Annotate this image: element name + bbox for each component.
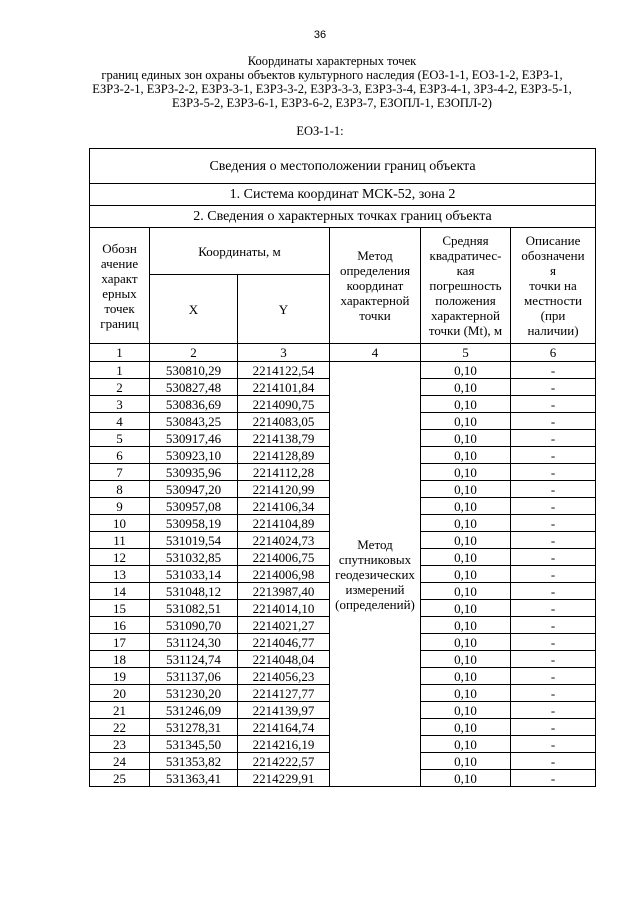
header-method: Метод определения координат характерной точки — [330, 228, 421, 344]
coordinate-x: 530843,25 — [150, 413, 238, 430]
coordinate-y: 2214046,77 — [238, 634, 330, 651]
coordinate-y: 2214138,79 — [238, 430, 330, 447]
mean-square-error: 0,10 — [421, 753, 511, 770]
coordinate-y: 2214104,89 — [238, 515, 330, 532]
mean-square-error: 0,10 — [421, 447, 511, 464]
point-number: 3 — [90, 396, 150, 413]
point-description: - — [511, 430, 596, 447]
coordinate-x: 530836,69 — [150, 396, 238, 413]
point-description: - — [511, 634, 596, 651]
point-number: 2 — [90, 379, 150, 396]
coordinate-x: 531363,41 — [150, 770, 238, 787]
header-description: Описание обозначени я точки на местности (при наличии) — [511, 228, 596, 344]
coordinate-x: 531124,74 — [150, 651, 238, 668]
column-number-2: 2 — [150, 344, 238, 362]
coordinate-y: 2214122,54 — [238, 362, 330, 379]
coordinate-x: 531082,51 — [150, 600, 238, 617]
coordinate-y: 2214139,97 — [238, 702, 330, 719]
mean-square-error: 0,10 — [421, 685, 511, 702]
point-number: 20 — [90, 685, 150, 702]
point-description: - — [511, 702, 596, 719]
coordinate-y: 2214112,28 — [238, 464, 330, 481]
mean-square-error: 0,10 — [421, 600, 511, 617]
point-number: 14 — [90, 583, 150, 600]
coordinate-x: 531032,85 — [150, 549, 238, 566]
coordinate-y: 2214083,05 — [238, 413, 330, 430]
point-description: - — [511, 685, 596, 702]
point-description: - — [511, 396, 596, 413]
coordinate-y: 2214024,73 — [238, 532, 330, 549]
mean-square-error: 0,10 — [421, 702, 511, 719]
coordinate-x: 530958,19 — [150, 515, 238, 532]
document-heading — [92, 54, 572, 110]
point-number: 12 — [90, 549, 150, 566]
column-number-4: 4 — [330, 344, 421, 362]
method-cell: Метод спутниковых геодезических измерений (определений) — [330, 362, 421, 787]
point-number: 1 — [90, 362, 150, 379]
coordinate-y: 2214222,57 — [238, 753, 330, 770]
point-description: - — [511, 719, 596, 736]
coordinate-x: 531033,14 — [150, 566, 238, 583]
coordinate-y: 2214021,27 — [238, 617, 330, 634]
heading-line-1: Координаты характерных точек — [247, 54, 417, 68]
header-y: Y — [238, 275, 330, 344]
mean-square-error: 0,10 — [421, 362, 511, 379]
point-number: 16 — [90, 617, 150, 634]
mean-square-error: 0,10 — [421, 770, 511, 787]
mean-square-error: 0,10 — [421, 498, 511, 515]
mean-square-error: 0,10 — [421, 464, 511, 481]
point-description: - — [511, 481, 596, 498]
point-description: - — [511, 549, 596, 566]
mean-square-error: 0,10 — [421, 634, 511, 651]
column-number-3: 3 — [238, 344, 330, 362]
point-number: 7 — [90, 464, 150, 481]
point-number: 22 — [90, 719, 150, 736]
points-info: 2. Сведения о характерных точках границ объекта — [90, 206, 596, 228]
point-description: - — [511, 566, 596, 583]
coordinate-x: 530917,46 — [150, 430, 238, 447]
mean-square-error: 0,10 — [421, 668, 511, 685]
mean-square-error: 0,10 — [421, 481, 511, 498]
mean-square-error: 0,10 — [421, 515, 511, 532]
header-coordinates: Координаты, м — [150, 228, 330, 275]
coordinate-y: 2214229,91 — [238, 770, 330, 787]
coordinate-y: 2214127,77 — [238, 685, 330, 702]
mean-square-error: 0,10 — [421, 617, 511, 634]
mean-square-error: 0,10 — [421, 719, 511, 736]
column-number-6: 6 — [511, 344, 596, 362]
coordinate-x: 530810,29 — [150, 362, 238, 379]
mean-square-error: 0,10 — [421, 549, 511, 566]
coordinate-y: 2214164,74 — [238, 719, 330, 736]
coordinate-y: 2214090,75 — [238, 396, 330, 413]
point-number: 8 — [90, 481, 150, 498]
point-number: 6 — [90, 447, 150, 464]
coordinate-x: 530923,10 — [150, 447, 238, 464]
coordinate-x: 531090,70 — [150, 617, 238, 634]
page-number: 36 — [313, 29, 327, 41]
coordinate-x: 531048,12 — [150, 583, 238, 600]
coordinate-y: 2214106,34 — [238, 498, 330, 515]
point-description: - — [511, 362, 596, 379]
point-description: - — [511, 736, 596, 753]
point-number: 17 — [90, 634, 150, 651]
coordinate-x: 531019,54 — [150, 532, 238, 549]
mean-square-error: 0,10 — [421, 532, 511, 549]
mean-square-error: 0,10 — [421, 566, 511, 583]
point-description: - — [511, 753, 596, 770]
coordinate-y: 2214014,10 — [238, 600, 330, 617]
mean-square-error: 0,10 — [421, 736, 511, 753]
point-description: - — [511, 379, 596, 396]
point-number: 15 — [90, 600, 150, 617]
table-title: Сведения о местоположении границ объекта — [90, 149, 596, 184]
coordinate-x: 530957,08 — [150, 498, 238, 515]
mean-square-error: 0,10 — [421, 583, 511, 600]
point-number: 10 — [90, 515, 150, 532]
header-error: Средняя квадратичес- кая погрешность положения характерной точки (Mt), м — [421, 228, 511, 344]
coordinate-y: 2214120,99 — [238, 481, 330, 498]
coordinate-x: 531345,50 — [150, 736, 238, 753]
coordinate-x: 531137,06 — [150, 668, 238, 685]
point-number: 13 — [90, 566, 150, 583]
point-description: - — [511, 464, 596, 481]
zone-subtitle: ЕОЗ-1-1: — [296, 124, 344, 138]
coordinate-y: 2214216,19 — [238, 736, 330, 753]
mean-square-error: 0,10 — [421, 396, 511, 413]
column-number-1: 1 — [90, 344, 150, 362]
point-number: 18 — [90, 651, 150, 668]
coordinate-x: 530827,48 — [150, 379, 238, 396]
point-description: - — [511, 532, 596, 549]
coordinate-x: 530935,96 — [150, 464, 238, 481]
column-number-5: 5 — [421, 344, 511, 362]
point-description: - — [511, 600, 596, 617]
coordinates-table — [89, 148, 596, 787]
point-description: - — [511, 651, 596, 668]
mean-square-error: 0,10 — [421, 430, 511, 447]
coordinate-y: 2214006,75 — [238, 549, 330, 566]
mean-square-error: 0,10 — [421, 651, 511, 668]
point-number: 19 — [90, 668, 150, 685]
coordinate-y: 2214048,04 — [238, 651, 330, 668]
point-description: - — [511, 770, 596, 787]
mean-square-error: 0,10 — [421, 413, 511, 430]
point-description: - — [511, 447, 596, 464]
coordinate-system-info: 1. Система координат МСК-52, зона 2 — [90, 184, 596, 206]
point-number: 21 — [90, 702, 150, 719]
mean-square-error: 0,10 — [421, 379, 511, 396]
point-description: - — [511, 515, 596, 532]
coordinate-x: 531278,31 — [150, 719, 238, 736]
coordinate-y: 2214006,98 — [238, 566, 330, 583]
point-description: - — [511, 668, 596, 685]
coordinate-y: 2214056,23 — [238, 668, 330, 685]
coordinate-x: 530947,20 — [150, 481, 238, 498]
coordinate-x: 531353,82 — [150, 753, 238, 770]
coordinate-y: 2214128,89 — [238, 447, 330, 464]
point-description: - — [511, 498, 596, 515]
point-number: 24 — [90, 753, 150, 770]
header-designation: Обозн ачение характ ерных точек границ — [90, 228, 150, 344]
point-number: 5 — [90, 430, 150, 447]
coordinate-x: 531246,09 — [150, 702, 238, 719]
coordinate-y: 2213987,40 — [238, 583, 330, 600]
point-description: - — [511, 583, 596, 600]
point-number: 4 — [90, 413, 150, 430]
point-number: 25 — [90, 770, 150, 787]
coordinate-y: 2214101,84 — [238, 379, 330, 396]
point-description: - — [511, 617, 596, 634]
coordinate-x: 531124,30 — [150, 634, 238, 651]
point-number: 9 — [90, 498, 150, 515]
header-x: X — [150, 275, 238, 344]
table-row — [90, 362, 596, 379]
heading-line-2: границ единых зон охраны объектов культурного наследия (ЕОЗ-1-1, ЕОЗ-1-2, ЕЗРЗ-1, ЕЗРЗ-2-1, ЕЗРЗ-2-2, ЕЗРЗ-3-1, ЕЗРЗ-3-2, ЕЗРЗ-3-3, ЕЗРЗ-3-4, ЕЗРЗ-4-1, ЗРЗ-4-2, ЕЗРЗ-5-1, ЕЗРЗ-5-2, ЕЗРЗ-6-1, ЕЗРЗ-6-2, ЕЗРЗ-7, ЕЗОПЛ-1, ЕЗОПЛ-2) — [92, 68, 572, 110]
point-number: 23 — [90, 736, 150, 753]
point-description: - — [511, 413, 596, 430]
coordinate-x: 531230,20 — [150, 685, 238, 702]
point-number: 11 — [90, 532, 150, 549]
